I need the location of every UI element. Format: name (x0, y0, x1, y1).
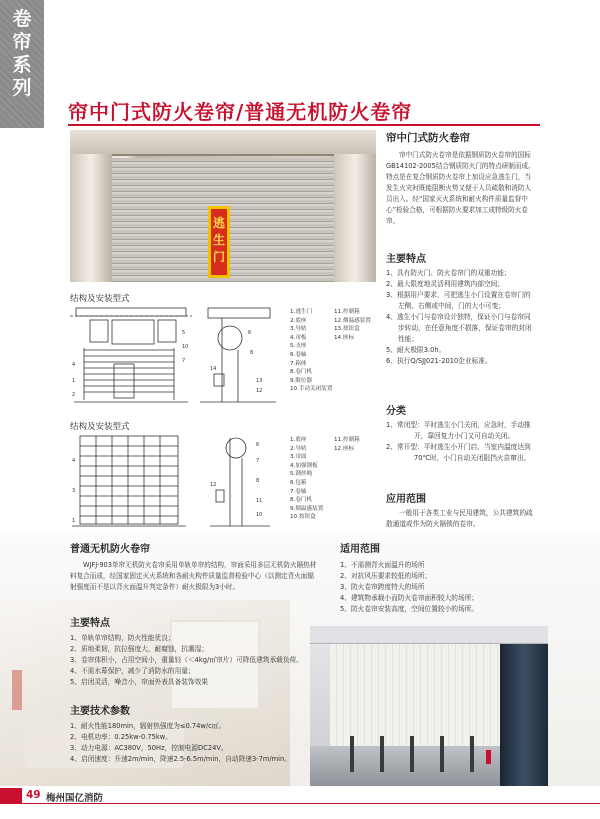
inorganic-heading: 普通无机防火卷帘 (70, 544, 150, 555)
fire-curtain (330, 644, 500, 746)
page-footer (0, 788, 600, 804)
svg-text:14: 14 (210, 366, 217, 372)
part-label: 5.钢丝绳 (290, 471, 313, 478)
inorganic-features-heading: 主要特点 (70, 618, 110, 629)
svg-text:10: 10 (182, 344, 189, 350)
lobby-curtain-photo (310, 626, 548, 786)
part-label: 5.支座 (290, 343, 307, 350)
feature-item: 1、具有防火门、防火卷帘门的双重功能； (386, 269, 511, 277)
applicable-scope (340, 540, 540, 615)
intro-section (386, 130, 536, 227)
svg-text:8: 8 (250, 350, 254, 356)
inorganic-features (70, 614, 318, 688)
page-number: 49 (26, 789, 41, 801)
part-label: 4.帘板 (290, 334, 307, 341)
company-name: 梅州国亿消防 (46, 793, 104, 804)
page-title: 帘中门式防火卷帘/普通无机防火卷帘 (68, 100, 413, 124)
part-label: 1.底座 (290, 437, 307, 443)
feature-item: 4、不需水幕保护，减少了消防水的用量； (70, 667, 195, 675)
part-label: 11.控制箱 (334, 309, 360, 315)
classification-item: 1、常闭型：平时逃生小门关闭，应急时，手动推开，靠回复力小门又可自动关闭。 (386, 421, 531, 440)
feature-item: 1、单轨单帘结构，防火性能优良； (70, 634, 175, 642)
scope-heading: 应用范围 (386, 494, 426, 505)
scope-item: 2、对抗风压要求较低的场所； (340, 572, 432, 580)
classification-item: 2、常开型：平时逃生小开门启，当室内温度达到70℃时，小门自动关闭阻挡火苗窜出。 (386, 443, 531, 462)
feature-item: 4、逃生小门与卷帘设计独特，保证小门与卷帘同步转动，在任意角度不损落，保证卷帘的封闭性能； (386, 313, 532, 343)
feature-item: 5、启闭灵活，噪音小，帘面外表具备装饰效果 (70, 678, 209, 686)
part-label: 8.卷门机 (290, 369, 313, 376)
part-label: 7.卷轴 (290, 488, 307, 495)
svg-text:2: 2 (72, 392, 76, 398)
classification-section (386, 402, 536, 464)
diagram2-parts-list (290, 436, 386, 532)
part-label: 14.座标 (334, 334, 355, 341)
svg-text:12: 12 (256, 388, 263, 394)
diagram1-parts-list (290, 308, 386, 404)
feature-item: 3、根据用户要求，可把逃生小门设置在卷帘门的左侧、右侧或中间，门的大小可变； (386, 291, 531, 310)
param-item: 4、启闭速度：升速2m/min，降速2.5-6.5m/min，自动降速3-7m/min。 (70, 755, 291, 763)
features-heading: 主要特点 (386, 254, 426, 265)
svg-text:4: 4 (72, 458, 76, 464)
param-item: 2、电机功率：0.25kw-0.75kw。 (70, 733, 172, 741)
features-section (386, 250, 536, 367)
svg-text:13: 13 (256, 378, 263, 384)
fire-extinguisher (486, 750, 491, 764)
shutter-door-photo (70, 130, 376, 282)
scope-item: 3、防火卷帘跨度特大的场所 (340, 583, 425, 591)
params-heading: 主要技术参数 (70, 706, 130, 717)
part-label: 10.按钮盒 (290, 514, 316, 521)
scope-section (386, 490, 536, 530)
svg-text:4: 4 (72, 362, 76, 368)
part-label: 11.控制箱 (334, 437, 360, 443)
category-label: 卷帘系列 (12, 8, 32, 99)
svg-text:12: 12 (210, 482, 217, 488)
part-label: 2.导轨 (290, 445, 307, 452)
svg-text:7: 7 (256, 458, 260, 464)
part-label: 4.加强钢板 (290, 462, 318, 469)
part-label: 1.逃生门 (290, 309, 313, 315)
part-label: 12.座标 (334, 445, 355, 452)
diagram1-drawing (70, 304, 280, 408)
svg-text:1: 1 (72, 378, 76, 384)
title-divider (68, 124, 540, 126)
part-label: 9.烟温感装置 (290, 505, 324, 512)
param-item: 1、耐火性能180min，辐射热强度为≤0.74w/c㎡。 (70, 722, 226, 730)
classification-heading: 分类 (386, 406, 406, 417)
part-label: 3.帘面 (290, 454, 307, 461)
feature-item: 2、质地柔韧，抗拉强度大，耐腐蚀，抗潮湿； (70, 645, 209, 653)
diagram2-label: 结构及安装型式 (70, 422, 130, 432)
feature-item: 5、耐火极限3.0h。 (386, 346, 446, 354)
category-strip (0, 0, 44, 128)
part-label: 13.按钮盒 (334, 326, 360, 333)
inorganic-intro (70, 540, 318, 593)
exit-door-sign: 逃生门 (208, 206, 230, 278)
svg-text:1: 1 (72, 518, 76, 524)
part-label: 8.卷门机 (290, 497, 313, 504)
inorganic-params (70, 702, 320, 765)
param-item: 3、动力电源：AC380V，50Hz，控制电源DC24V。 (70, 744, 228, 752)
scope-item: 5、防火卷帘安装高度，空间位置较小的场所。 (340, 605, 479, 613)
part-label: 12.烟温感装置 (334, 317, 371, 324)
svg-text:8: 8 (256, 478, 260, 484)
part-label: 3.导轨 (290, 326, 307, 333)
inorganic-text: WJFJ-903单帘无机防火卷帘采用单轨单帘的结构，帘面采用多层无机防火隔热材料复合而成，经国家固定灭火系统和各耐火构件质量监督检验中心（以测定背火面辐射强度而不是以背火面温升判定条件）耐火极限为3小时。 (70, 561, 317, 591)
part-label: 2.底座 (290, 317, 307, 324)
intro-text: 帘中门式防火卷帘是依据钢质防火卷帘的国标GB14102-2005结合钢质防火门的特点研制而成。特点是在复合钢质防火卷帘上加设应急逃生门，当发生火灾时既能阻断火势又便于人员疏散和消防人员出入。经“国家灭火系统和耐火构件质量监督中心”检验合格，可根据防火要求加工成特级防火卷帘。 (386, 151, 535, 225)
svg-text:11: 11 (256, 498, 263, 504)
svg-text:7: 7 (182, 358, 186, 364)
intro-heading: 帘中门式防火卷帘 (386, 132, 470, 144)
part-label: 6.卷轴 (290, 351, 307, 358)
diagram1-label: 结构及安装型式 (70, 294, 130, 304)
svg-text:5: 5 (182, 330, 186, 336)
part-label: 6.包箱 (290, 479, 307, 486)
diagram2-drawing (70, 432, 280, 532)
svg-text:10: 10 (256, 512, 263, 518)
part-label: 10.手动关闭装置 (290, 386, 333, 393)
feature-item: 2、最大限度地灵活利用建筑内部空间； (386, 280, 504, 288)
part-label: 9.限位器 (290, 377, 313, 384)
scope-text: 一般用于各类工业与民用建筑，公共建筑的疏散通道或作为防火隔锁的卷帘。 (386, 509, 533, 528)
scope-item: 1、不需测背火面温升的场所 (340, 561, 425, 569)
applicable-scope-heading: 适用范围 (340, 544, 380, 555)
feature-item: 3、卷帘体积小，占用空间小，重量轻（＜4kg/㎡帘片）可降低建筑承载负荷。 (70, 656, 303, 664)
svg-text:6: 6 (248, 330, 252, 336)
svg-text:3: 3 (72, 488, 76, 494)
svg-text:6: 6 (256, 442, 260, 448)
feature-item: 6、执行Q/SJJ021-2010企业标准。 (386, 357, 492, 365)
scope-item: 4、建筑物承载小而防火卷帘面积较大的场所； (340, 594, 479, 602)
part-label: 7.箱体 (290, 360, 307, 367)
